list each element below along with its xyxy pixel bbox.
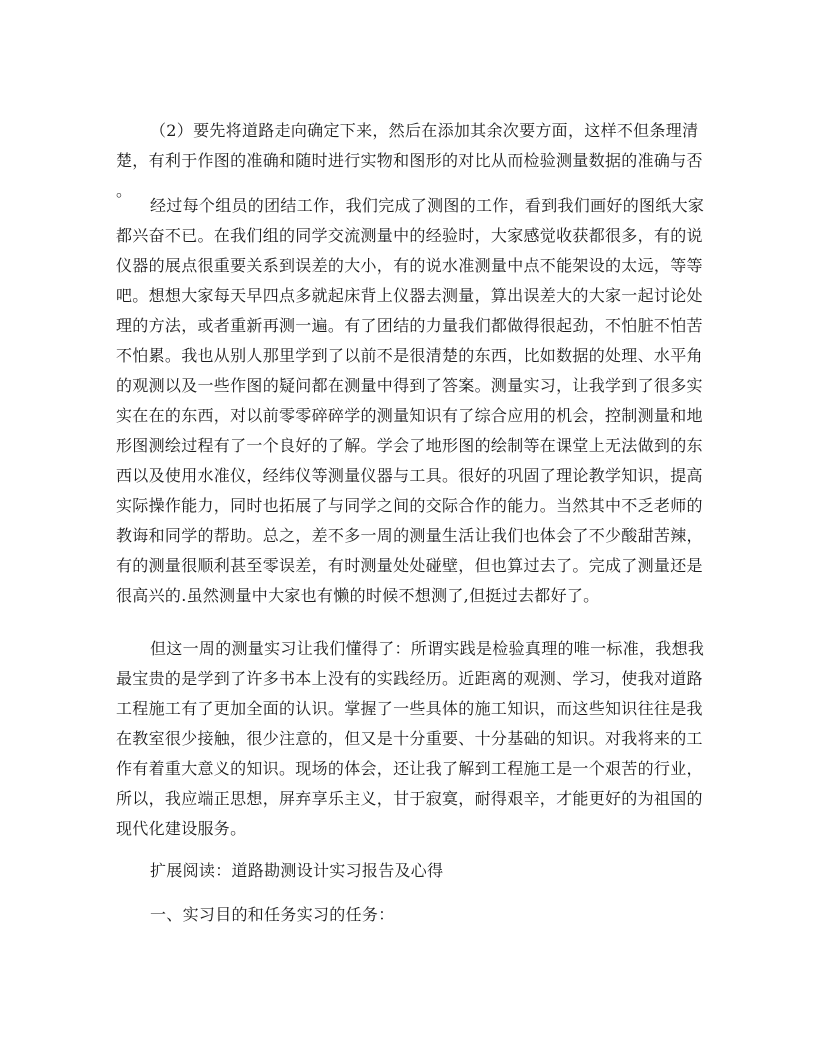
text-line: 很高兴的.虽然测量中大家也有懒的时候不想测了,但挺过去都好了。 xyxy=(116,586,600,605)
text-line: 楚，有利于作图的准确和随时进行实物和图形的对比从而检验测量数据的准确与否 xyxy=(116,151,703,170)
text-line: 所以，我应端正思想，屏弃享乐主义，甘于寂寞，耐得艰辛，才能更好的为祖国的 xyxy=(116,789,703,808)
text-line: 都兴奋不已。在我们组的同学交流测量中的经验时，大家感觉收获都很多，有的说 xyxy=(116,226,703,245)
text-line: 。 xyxy=(116,181,133,200)
text-line: 最宝贵的是学到了许多书本上没有的实践经历。近距离的观测、学习，使我对道路 xyxy=(116,669,703,688)
text-line: （2）要先将道路走向确定下来，然后在添加其余次要方面，这样不但条理清 xyxy=(150,121,699,140)
text-line: 作有着重大意义的知识。现场的体会，还让我了解到工程施工是一个艰苦的行业， xyxy=(116,759,703,778)
text-line: 扩展阅读：道路勘测设计实习报告及心得 xyxy=(150,861,444,880)
section-heading-objectives xyxy=(116,900,696,930)
text-line: 但这一周的测量实习让我们懂得了：所谓实践是检验真理的唯一标准，我想我 xyxy=(150,639,705,658)
text-line: 有的测量很顺利甚至零误差，有时测量处处碰壁，但也算过去了。完成了测量还是 xyxy=(116,556,703,575)
text-line: 吧。想想大家每天早四点多就起床背上仪器去测量，算出误差大的大家一起讨论处 xyxy=(116,286,703,305)
paragraph-lessons-learned xyxy=(116,634,705,844)
text-line: 仪器的展点很重要关系到误差的大小，有的说水准测量中点不能架设的太远，等等 xyxy=(116,256,703,275)
text-line: 不怕累。我也从别人那里学到了以前不是很清楚的东西，比如数据的处理、水平角 xyxy=(116,346,703,365)
text-line: 现代化建设服务。 xyxy=(116,819,247,838)
text-line: 在教室很少接触，很少注意的，但又是十分重要、十分基础的知识。对我将来的工 xyxy=(116,729,703,748)
text-line: 工程施工有了更加全面的认识。掌握了一些具体的施工知识，而这些知识往往是我 xyxy=(116,699,703,718)
text-line: 理的方法，或者重新再测一遍。有了团结的力量我们都做得很起劲，不怕脏不怕苦 xyxy=(116,316,703,335)
text-line: 西以及使用水准仪，经纬仪等测量仪器与工具。很好的巩固了理论教学知识，提高 xyxy=(116,466,703,485)
text-line: 实际操作能力，同时也拓展了与同学之间的交际合作的能力。当然其中不乏老师的 xyxy=(116,496,703,515)
text-line: 形图测绘过程有了一个良好的了解。学会了地形图的绘制等在课堂上无法做到的东 xyxy=(116,436,703,455)
text-line: 实在在的东西，对以前零零碎碎学的测量知识有了综合应用的机会，控制测量和地 xyxy=(116,406,703,425)
text-line: 一、实习目的和任务实习的任务： xyxy=(150,905,395,924)
text-line: 经过每个组员的团结工作，我们完成了测图的工作，看到我们画好的图纸大家 xyxy=(150,196,705,215)
extended-reading-heading xyxy=(116,856,696,886)
text-line: 的观测以及一些作图的疑问都在测量中得到了答案。测量实习，让我学到了很多实 xyxy=(116,376,703,395)
text-line: 教诲和同学的帮助。总之，差不多一周的测量生活让我们也体会了不少酸甜苦辣， xyxy=(116,526,703,545)
paragraph-teamwork xyxy=(116,191,705,611)
